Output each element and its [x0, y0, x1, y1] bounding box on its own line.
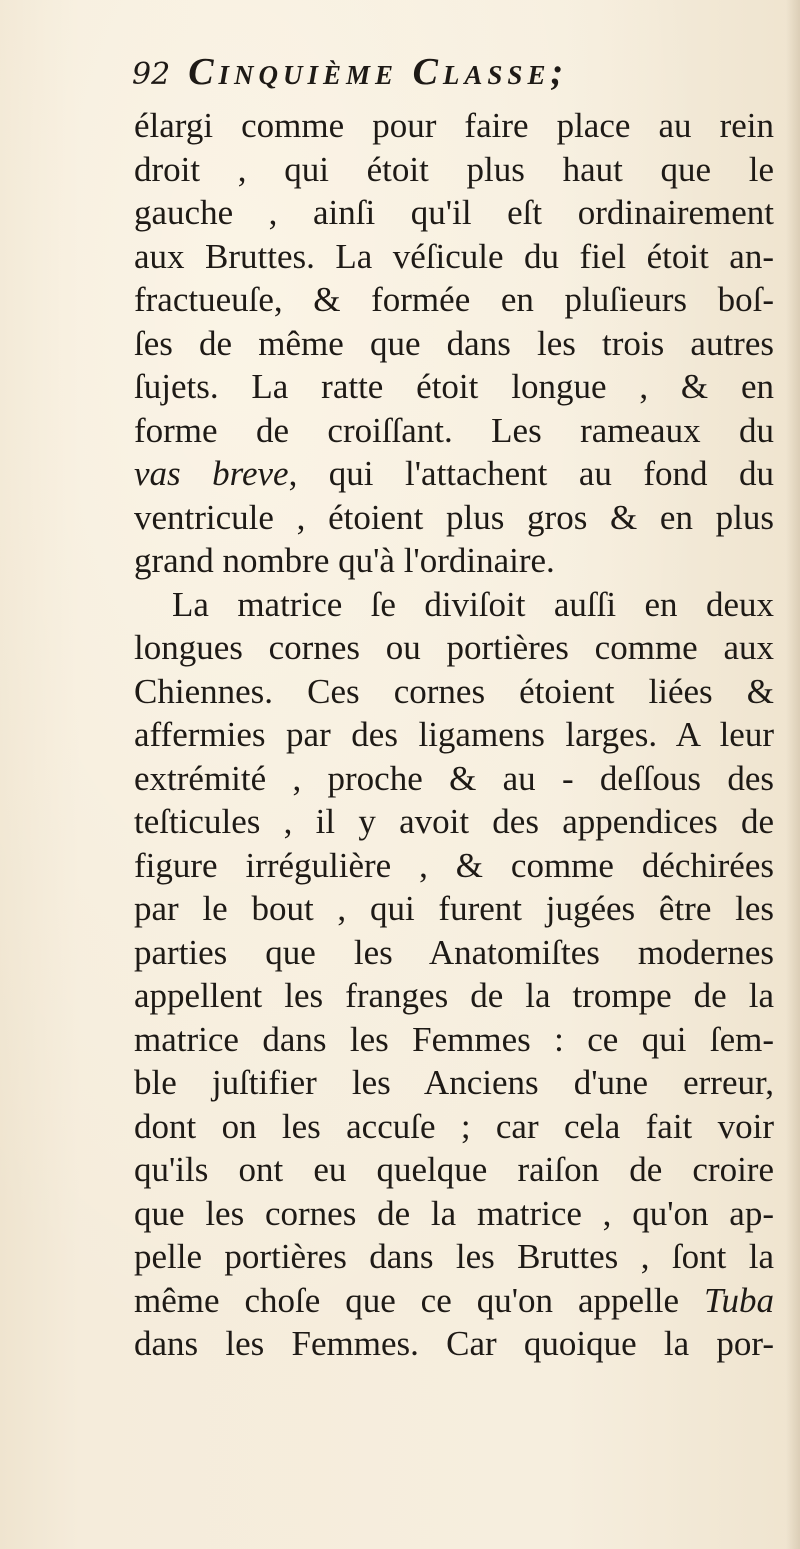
- text-line: extrémité , proche & au - deſſous des: [134, 758, 774, 798]
- text-line: affermies par des ligamens larges. A leur: [134, 715, 774, 754]
- text-line: teſticules , il y avoit des appendices de: [134, 802, 774, 841]
- page-number: 92: [132, 57, 171, 92]
- text-line: longues cornes ou portières comme aux: [134, 628, 774, 667]
- body-text: [134, 104, 774, 1366]
- text-line: ſujets. La ratte étoit longue , & en: [134, 367, 774, 406]
- text-line: ventricule , étoient plus gros & en plus: [134, 497, 774, 537]
- text-line-start: même choſe que ce qu'on appelle: [134, 1280, 704, 1320]
- text-line: qu'ils ont eu quelque raiſon de croire: [134, 1150, 774, 1189]
- text-line: ble juſtifier les Anciens d'une erreur,: [134, 1063, 774, 1102]
- text-line: gauche , ainſi qu'il eſt ordinairement: [134, 193, 774, 232]
- text-line: parties que les Anatomiſtes modernes: [134, 932, 774, 972]
- text-line: matrice dans les Femmes : ce qui ſem-: [134, 1019, 774, 1059]
- text-line-rest: , qui l'attachent au fond du: [288, 454, 774, 493]
- text-line: dans les Femmes. Car quoique la por-: [134, 1324, 774, 1363]
- text-line: appellent les franges de la trompe de la: [134, 976, 774, 1015]
- text-line: dont on les accuſe ; car cela fait voir: [134, 1106, 774, 1146]
- text-line: droit , qui étoit plus haut que le: [134, 149, 774, 189]
- page-edge-shadow: [786, 0, 800, 1549]
- running-head: [132, 50, 772, 104]
- text-line: par le bout , qui furent jugées être les: [134, 889, 774, 928]
- text-line: [134, 1279, 774, 1323]
- text-line: pelle portières dans les Bruttes , ſont la: [134, 1237, 774, 1276]
- text-line: aux Bruttes. La véſicule du fiel étoit an-: [134, 236, 774, 276]
- text-line: forme de croiſſant. Les rameaux du: [134, 410, 774, 450]
- text-line: [134, 452, 774, 496]
- paragraph-start-line: La matrice ſe diviſoit auſſi en deux: [172, 584, 774, 624]
- text-line: Chiennes. Ces cornes étoient liées &: [134, 671, 774, 711]
- italic-term: Tuba: [703, 1280, 774, 1320]
- running-head-title: Cinquième Classe;: [188, 51, 569, 93]
- text-line: ſes de même que dans les trois autres: [134, 323, 774, 363]
- italic-term: vas breve: [134, 454, 289, 493]
- text-line: que les cornes de la matrice , qu'on ap-: [134, 1193, 774, 1233]
- text-line: élargi comme pour faire place au rein: [134, 106, 774, 145]
- text-line: figure irrégulière , & comme déchirées: [134, 845, 774, 885]
- text-line: fractueuſe, & formée en pluſieurs boſ-: [134, 280, 774, 319]
- text-line: grand nombre qu'à l'ordinaire.: [134, 541, 555, 580]
